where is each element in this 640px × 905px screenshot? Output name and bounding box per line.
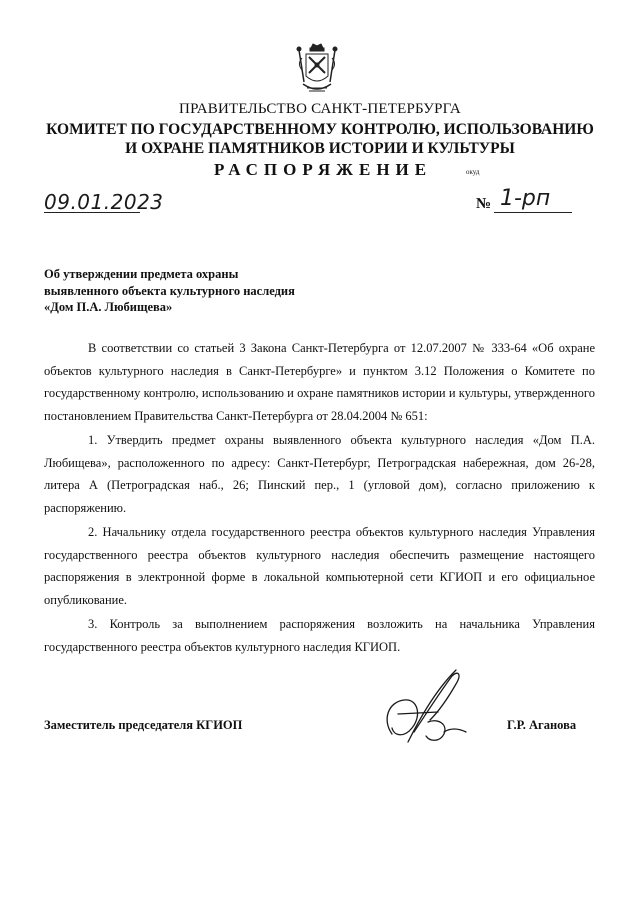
- signer-position: Заместитель председателя КГИОП: [44, 718, 243, 732]
- committee-name-line2: И ОХРАНЕ ПАМЯТНИКОВ ИСТОРИИ И КУЛЬТУРЫ: [125, 140, 515, 157]
- committee-name-line1: КОМИТЕТ ПО ГОСУДАРСТВЕННОМУ КОНТРОЛЮ, ИСПОЛЬЗОВАНИЮ: [46, 121, 594, 138]
- preamble-paragraph: В соответствии со статьей 3 Закона Санкт-Петербурга от 12.07.2007 № 333-64 «Об охране объектов культурного наследия в Санкт-Петербурге» и пунктом 3.12 Положения о Комитете по государственному контролю, использованию и охране памятников истории и культуры, утвержденного постановлением Правительства Санкт-Петербурга от 28.04.2004 № 651:: [44, 341, 595, 423]
- document-subject: [44, 266, 295, 316]
- number-underline: [494, 212, 572, 213]
- document-type: РАСПОРЯЖЕНИЕ: [214, 160, 433, 179]
- government-name: ПРАВИТЕЛЬСТВО САНКТ-ПЕТЕРБУРГА: [179, 101, 461, 117]
- number-sign: №: [476, 196, 492, 212]
- item-2-paragraph: 2. Начальнику отдела государственного реестра объектов культурного наследия Управления государственного реестра объектов культурного наследия обеспечить размещение настоящего распоряжения в электронной форме в локальной компьютерной сети КГИОП и его официальное опубликование.: [44, 525, 595, 607]
- subject-line3: «Дом П.А. Любищева»: [44, 300, 173, 314]
- handwritten-signature-icon: [378, 662, 478, 752]
- signer-name: Г.Р. Аганова: [507, 718, 577, 732]
- handwritten-number: 1-рп: [500, 186, 551, 211]
- item-1-paragraph: 1. Утвердить предмет охраны выявленного объекта культурного наследия «Дом П.А. Любищева», расположенного по адресу: Санкт-Петербург, Петроградская набережная, дом 26-28, литера А (Петроградская наб., 26; Пинский пер., 1 (угловой дом), согласно приложению к распоряжению.: [44, 433, 595, 515]
- item-3-paragraph: 3. Контроль за выполнением распоряжения возложить на начальника Управления государственного реестра объектов культурного наследия КГИОП.: [44, 617, 595, 654]
- okud-label: окуд: [466, 168, 480, 176]
- document-body: [44, 337, 595, 658]
- date-underline: [44, 212, 140, 213]
- subject-line2: выявленного объекта культурного наследия: [44, 283, 295, 298]
- committee-name: [0, 120, 640, 158]
- subject-line1: Об утверждении предмета охраны: [44, 267, 239, 281]
- coat-of-arms-icon: [295, 42, 339, 98]
- handwritten-date: 09.01.2023: [44, 190, 164, 214]
